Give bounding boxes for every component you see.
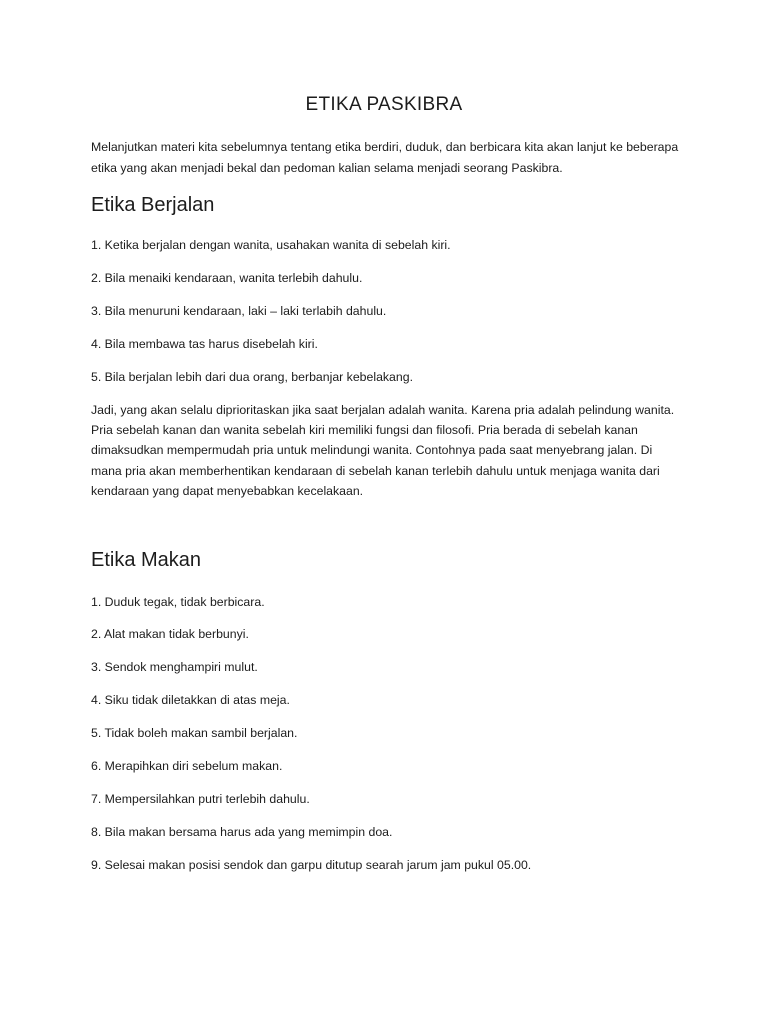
list-item: 2. Bila menaiki kendaraan, wanita terlebih dahulu. (91, 271, 363, 285)
section-heading-etika-makan: Etika Makan (91, 549, 202, 571)
list-item: 7. Mempersilahkan putri terlebih dahulu. (91, 792, 310, 806)
list-item: 5. Bila berjalan lebih dari dua orang, berbanjar kebelakang. (91, 370, 413, 384)
intro-paragraph: Melanjutkan materi kita sebelumnya tentang etika berdiri, duduk, dan berbicara kita akan lanjut ke beberapa etika yang akan menjadi bekal dan pedoman kalian selama menjadi seorang Paskibra. (91, 140, 679, 175)
list-item: 3. Bila menuruni kendaraan, laki – laki terlabih dahulu. (91, 304, 387, 318)
list-item: 4. Siku tidak diletakkan di atas meja. (91, 693, 290, 707)
list-item: 6. Merapihkan diri sebelum makan. (91, 759, 283, 773)
list-item: 2. Alat makan tidak berbunyi. (91, 627, 249, 641)
section-heading-etika-berjalan: Etika Berjalan (91, 194, 215, 216)
list-item: 3. Sendok menghampiri mulut. (91, 660, 258, 674)
list-item: 9. Selesai makan posisi sendok dan garpu ditutup searah jarum jam pukul 05.00. (91, 858, 532, 872)
list-item: 5. Tidak boleh makan sambil berjalan. (91, 726, 298, 740)
list-item: 4. Bila membawa tas harus disebelah kiri. (91, 337, 318, 351)
list-item: 1. Ketika berjalan dengan wanita, usahakan wanita di sebelah kiri. (91, 238, 451, 252)
explanation-paragraph: Jadi, yang akan selalu diprioritaskan jika saat berjalan adalah wanita. Karena pria adalah pelindung wanita. Pria sebelah kanan dan wanita sebelah kiri memiliki fungsi dan filosofi. Pria berada di sebelah kanan dimaksudkan mempermudah pria untuk melindungi wanita. Contohnya pada saat menyebrang jalan. Di mana pria akan memberhentikan kendaraan di sebelah kanan terlebih dahulu untuk menjaga wanita dari kendaraan yang dapat menyebabkan kecelakaan. (91, 403, 675, 498)
list-item: 1. Duduk tegak, tidak berbicara. (91, 595, 265, 609)
list-item: 8. Bila makan bersama harus ada yang memimpin doa. (91, 825, 393, 839)
document-title: ETIKA PASKIBRA (305, 94, 463, 115)
